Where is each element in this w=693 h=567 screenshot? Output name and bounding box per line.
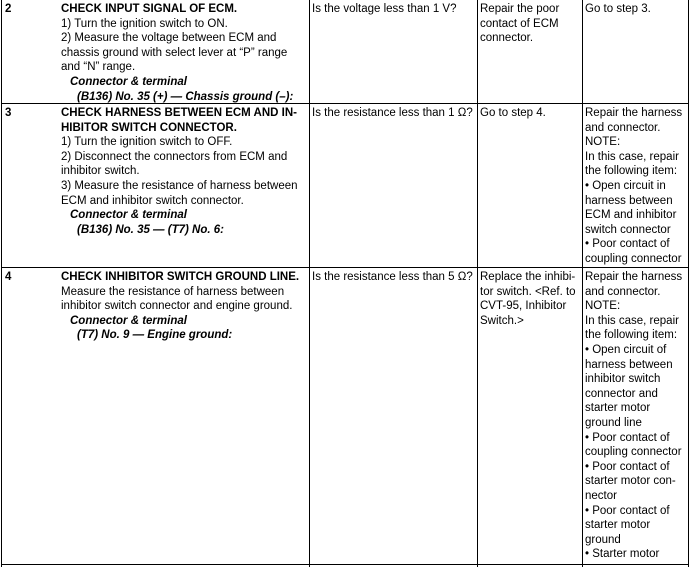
procedure-line: 3) Measure the resistance of harness between [61,179,298,192]
procedure-line: 1) Turn the ignition switch to ON. [61,17,228,30]
no-cell: Repair the harness and connector. NOTE: In this case, repair the following item: • Open circuit in harness between ECM and inhibitor switch connector • Poor contact of coupling connector [585,107,683,265]
step-number: 3 [5,107,12,119]
procedure-line: inhibitor switch. [61,165,140,178]
procedure-line: Measure the resistance of harness between [61,285,285,298]
procedure-title: CHECK INHIBITOR SWITCH GROUND LINE. [61,271,300,283]
check-cell: Is the resistance less than 5 Ω? [312,271,473,283]
table-border-left [1,0,2,567]
procedure-line: inhibitor switch connector and engine ground. [61,300,293,313]
procedure-line: chassis ground with select lever at “P” range [61,46,288,59]
check-cell: Is the voltage less than 1 V? [312,3,457,15]
table-col-divider-3 [582,0,583,567]
procedure-line: ECM and inhibitor switch connector. [61,194,244,207]
step-number: 2 [5,3,12,15]
connector-spec: (T7) No. 9 — Engine ground: [77,329,233,342]
procedure-title: CHECK INPUT SIGNAL OF ECM. [61,3,238,15]
procedure-cell [61,106,307,237]
table-col-divider-2 [477,0,478,567]
procedure-line: and “N” range. [61,61,136,74]
procedure-title: HIBITOR SWITCH CONNECTOR. [61,121,237,134]
yes-cell: Replace the inhibi- tor switch. <Ref. to CVT-95, Inhibitor Switch.> [480,271,576,327]
table-row-divider-2 [1,267,689,268]
table-col-divider-1 [309,0,310,567]
procedure-line: 1) Turn the ignition switch to OFF. [61,136,233,149]
procedure-cell [61,270,307,343]
step-number: 4 [5,271,12,283]
yes-cell: Go to step 4. [480,107,546,119]
check-cell: Is the resistance less than 1 Ω? [312,107,473,119]
connector-spec: (B136) No. 35 — (T7) No. 6: [77,223,224,236]
connector-label: Connector & terminal [70,314,187,327]
connector-label: Connector & terminal [70,209,187,222]
procedure-line: 2) Disconnect the connectors from ECM and [61,150,288,163]
connector-label: Connector & terminal [70,75,187,88]
yes-cell: Repair the poor contact of ECM connector. [480,3,560,45]
table-border-bottom [1,564,689,565]
no-cell: Repair the harness and connector. NOTE: In this case, repair the following item: • Open circuit of harness between inhibitor switch connector and starter motor ground line • Poor contact of coupling connector • Poor contact of starter motor con- nector • Poor contact of starter motor ground • Starter motor [585,271,683,561]
table-border-right [688,0,689,567]
procedure-title: CHECK HARNESS BETWEEN ECM AND IN- [61,107,297,119]
procedure-line: 2) Measure the voltage between ECM and [61,32,277,45]
connector-spec: (B136) No. 35 (+) — Chassis ground (–): [77,90,294,103]
procedure-cell [61,2,307,104]
no-cell: Go to step 3. [585,3,651,15]
